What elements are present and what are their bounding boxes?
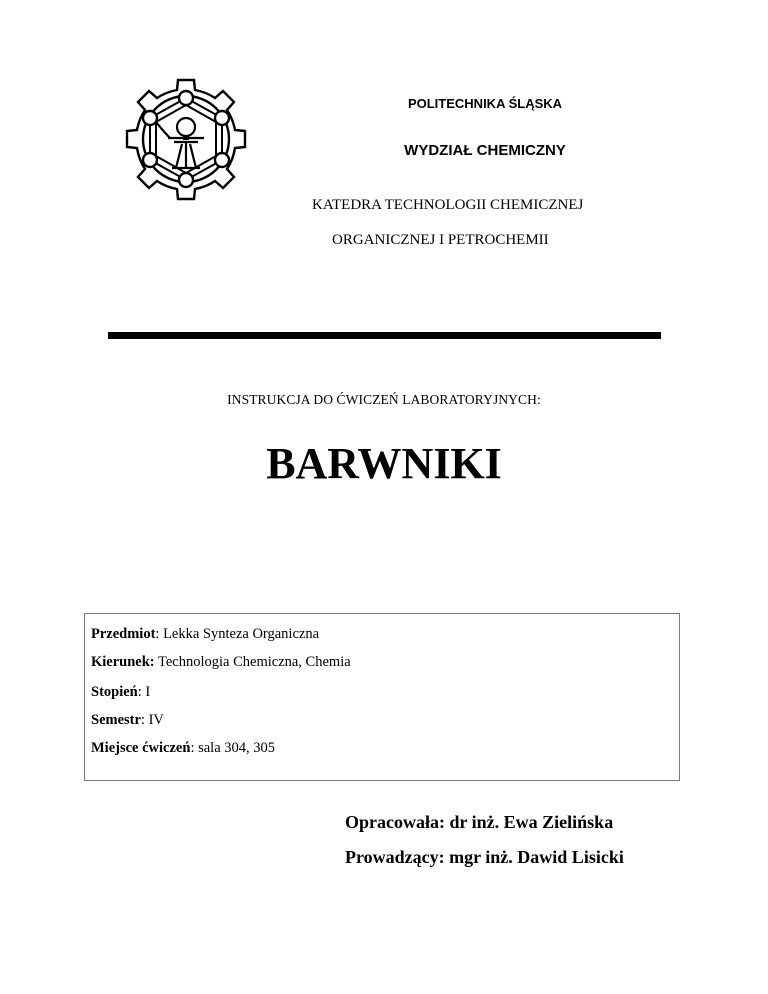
- course-info-box: [84, 613, 680, 781]
- info-row-subject: [91, 626, 319, 643]
- degree-label: Stopień: [91, 684, 138, 700]
- field-label: Kierunek:: [91, 654, 155, 670]
- faculty-name: WYDZIAŁ CHEMICZNY: [404, 142, 566, 159]
- info-row-field: [91, 654, 351, 671]
- department-name-line1: KATEDRA TECHNOLOGII CHEMICZNEJ: [312, 197, 584, 213]
- subject-value: : Lekka Synteza Organiczna: [155, 626, 320, 642]
- department-name-line2: ORGANICZNEJ I PETROCHEMII: [332, 232, 549, 248]
- lecturer-credit: Prowadzący: mgr inż. Dawid Lisicki: [345, 847, 624, 867]
- semester-label: Semestr: [91, 712, 141, 728]
- document-title: BARWNIKI: [266, 439, 502, 488]
- horizontal-divider: [108, 332, 661, 339]
- info-row-semester: [91, 712, 164, 729]
- subject-label: Przedmiot: [91, 626, 156, 642]
- author-credit: Opracowała: dr inż. Ewa Zielińska: [345, 812, 614, 832]
- faculty-gear-emblem-icon: [98, 72, 274, 218]
- university-name: POLITECHNIKA ŚLĄSKA: [407, 96, 563, 111]
- info-row-place: [91, 740, 275, 757]
- place-value: : sala 304, 305: [190, 740, 276, 756]
- instruction-heading: INSTRUKCJA DO ĆWICZEŃ LABORATORYJNYCH:: [227, 392, 541, 407]
- degree-value: : I: [137, 684, 151, 700]
- place-label: Miejsce ćwiczeń: [91, 740, 191, 756]
- info-row-degree: [91, 684, 150, 701]
- semester-value: : IV: [140, 712, 164, 728]
- field-value: Technologia Chemiczna, Chemia: [154, 654, 351, 670]
